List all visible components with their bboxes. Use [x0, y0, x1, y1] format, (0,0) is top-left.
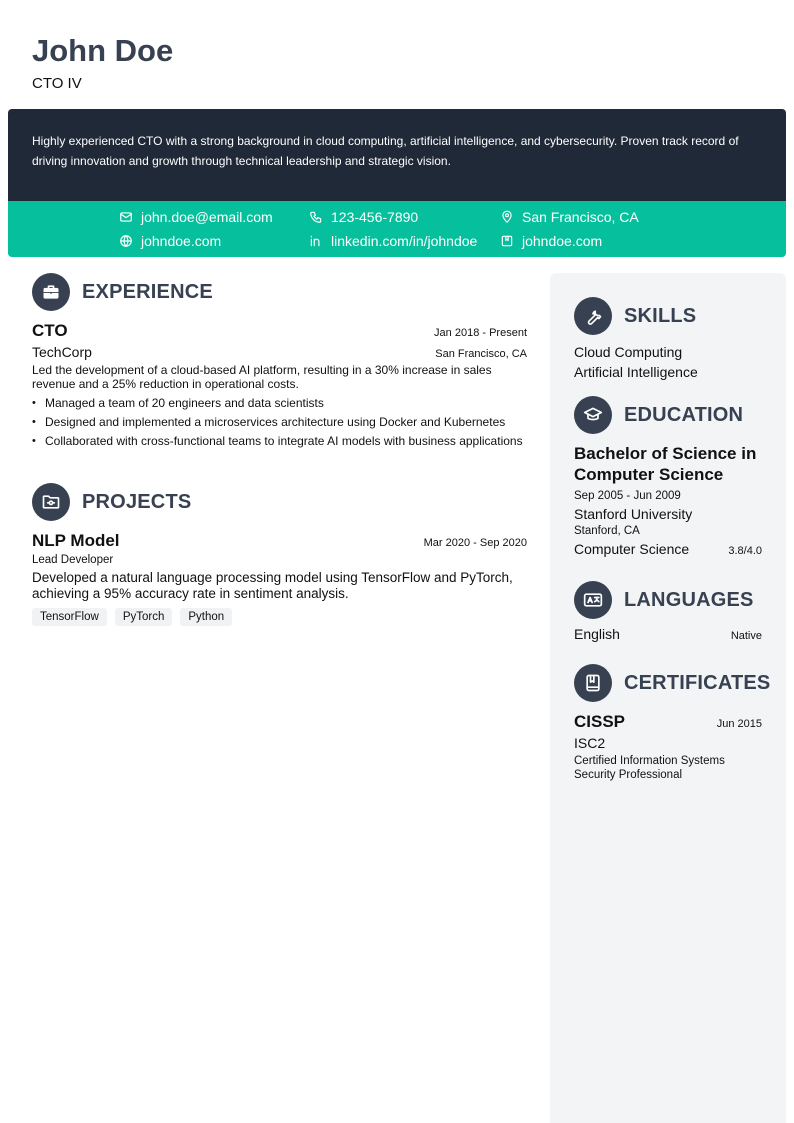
person-title: CTO IV: [32, 75, 82, 92]
project-role: Lead Developer: [32, 554, 114, 566]
certificate-date: Jun 2015: [716, 718, 762, 730]
contact-email-text: john.doe@email.com: [141, 209, 273, 225]
contact-portfolio-text: johndoe.com: [522, 233, 603, 249]
job-dates: Jan 2018 - Present: [434, 327, 527, 339]
certificates-section-header: [574, 664, 770, 702]
job-role: CTO: [32, 321, 68, 340]
education-badge: [574, 396, 612, 434]
job-bullet: • Designed and implemented a microservices architecture using Docker and Kubernetes: [32, 415, 527, 429]
education-field: Computer Science: [574, 541, 690, 557]
book-icon: [583, 673, 603, 693]
contact-location: [500, 209, 639, 225]
experience-heading: EXPERIENCE: [82, 280, 213, 303]
contact-location-text: San Francisco, CA: [522, 209, 639, 225]
language-row: [574, 626, 762, 642]
resume-header: [32, 32, 173, 92]
languages-heading: LANGUAGES: [624, 588, 754, 611]
skill-item: Artificial Intelligence: [574, 364, 698, 380]
experience-entry: [32, 321, 527, 453]
bookmark-icon: [500, 234, 514, 248]
education-degree: Bachelor of Science in Computer Science: [574, 444, 757, 484]
contact-band: [8, 201, 786, 257]
translate-icon: [583, 590, 603, 610]
project-tag: TensorFlow: [32, 608, 107, 626]
certificate-name: CISSP: [574, 712, 626, 731]
project-dates: Mar 2020 - Sep 2020: [423, 537, 527, 549]
education-section-header: [574, 396, 743, 434]
skill-item: Cloud Computing: [574, 344, 683, 360]
summary-text: Highly experienced CTO with a strong background in cloud computing, artificial intelligence, and cybersecurity. Proven track record of driving innovation and growth through technical leadership and strategic vision.: [32, 134, 739, 168]
job-location: San Francisco, CA: [435, 348, 527, 360]
job-company: TechCorp: [32, 344, 92, 360]
contact-portfolio[interactable]: [500, 233, 602, 249]
wrench-icon: [583, 306, 603, 326]
education-dates: Sep 2005 - Jun 2009: [574, 490, 681, 502]
languages-badge: [574, 581, 612, 619]
project-tag: Python: [180, 608, 232, 626]
job-summary: Led the development of a cloud-based AI platform, resulting in a 30% increase in sales revenue and a 25% reduction in operational costs.: [32, 363, 492, 391]
contact-email[interactable]: [119, 209, 273, 225]
education-location: Stanford, CA: [574, 525, 640, 537]
job-bullets: [32, 396, 527, 448]
linkedin-icon: [309, 234, 323, 248]
skills-heading: SKILLS: [624, 304, 697, 327]
contact-website[interactable]: [119, 233, 221, 249]
certificates-heading: CERTIFICATES: [624, 671, 771, 694]
project-description: Developed a natural language processing model using TensorFlow and PyTorch, achieving a 95% accuracy rate in sentiment analysis.: [32, 570, 513, 601]
education-gpa: 3.8/4.0: [728, 545, 762, 557]
project-tag: PyTorch: [115, 608, 173, 626]
map-pin-icon: [500, 210, 514, 224]
certificate-description: Certified Information Systems Security Professional: [574, 755, 725, 781]
education-heading: EDUCATION: [624, 403, 744, 426]
experience-section-header: [32, 273, 213, 311]
contact-phone-text: 123-456-7890: [331, 209, 419, 225]
envelope-icon: [119, 210, 133, 224]
projects-badge: [32, 483, 70, 521]
skills-section-header: [574, 297, 696, 335]
language-name: English: [574, 626, 620, 642]
skills-badge: [574, 297, 612, 335]
globe-icon: [119, 234, 133, 248]
projects-section-header: [32, 483, 191, 521]
languages-list: [574, 626, 762, 642]
job-bullet: • Managed a team of 20 engineers and data scientists: [32, 396, 527, 410]
briefcase-icon: [41, 282, 61, 302]
project-name: NLP Model: [32, 531, 120, 550]
person-name: John Doe: [32, 33, 174, 68]
summary-band: [8, 109, 786, 201]
certificate-entry: [574, 712, 762, 782]
folder-icon: [41, 492, 61, 512]
project-tags: [32, 608, 527, 626]
education-entry: [574, 443, 762, 557]
phone-icon: [309, 210, 323, 224]
certificates-badge: [574, 664, 612, 702]
projects-heading: PROJECTS: [82, 490, 192, 513]
skills-list: [574, 342, 762, 382]
contact-linkedin-text: linkedin.com/in/johndoe: [331, 233, 478, 249]
contact-website-text: johndoe.com: [141, 233, 222, 249]
graduation-cap-icon: [583, 405, 603, 425]
certificate-issuer: ISC2: [574, 735, 606, 751]
languages-section-header: [574, 581, 754, 619]
contact-linkedin[interactable]: [309, 233, 477, 249]
language-level: Native: [730, 630, 762, 642]
education-school: Stanford University: [574, 506, 693, 522]
job-bullet: • Collaborated with cross-functional teams to integrate AI models with business applications: [32, 434, 527, 448]
project-entry: [32, 531, 527, 626]
experience-badge: [32, 273, 70, 311]
contact-phone[interactable]: [309, 209, 418, 225]
